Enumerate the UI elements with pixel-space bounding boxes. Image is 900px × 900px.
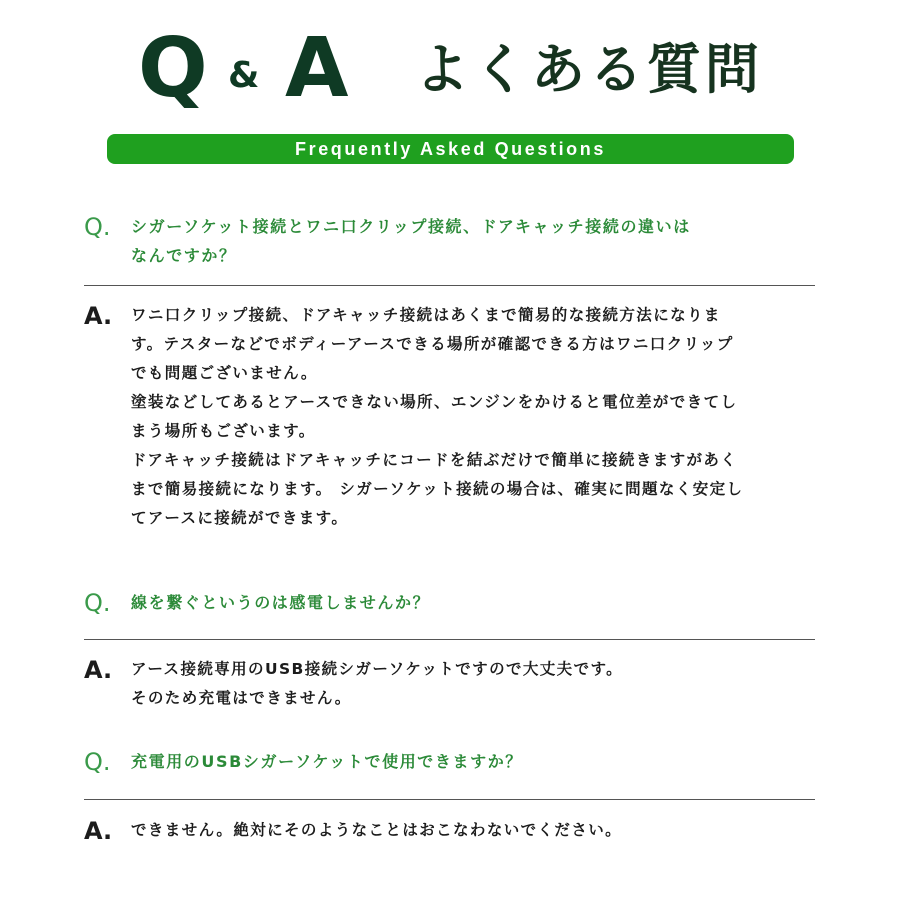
divider [84,799,815,800]
divider [84,285,815,286]
faq-item-3 [84,747,814,776]
answer-row [84,301,814,533]
answer-text: アース接続専用のUSB接続シガーソケットですので大丈夫です。 そのため充電はできません。 [131,660,624,707]
answer-text: できません。絶対にそのようなことはおこなわないでください。 [131,821,623,839]
question-text: シガーソケット接続とワニ口クリップ接続、ドアキャッチ接続の違いは なんですか？ [131,217,691,265]
answer-text: ワニ口クリップ接続、ドアキャッチ接続はあくまで簡易的な接続方法になりま す。テスターなどでボディーアースできる場所が確認できる方はワニ口クリップ でも問題ございません。 塗装などしてあるとアースできない場所、エンジンをかけると電位差ができてし まう場所もございます。 ドアキャッチ接続はドアキャッチにコードを結ぶだけで簡単に接続きますがあく まで簡易接続になります。 シガーソケット接続の場合は、確実に問題なく安定し てアースに接続ができます。 [131,306,744,527]
question-text: 充電用のUSBシガーソケットで使用できますか？ [131,752,523,771]
divider [84,639,815,640]
faq-banner: Frequently Asked Questions [107,134,794,164]
question-mark: Q. [84,213,111,241]
logo-a: A [285,21,349,116]
question-row [84,747,814,776]
question-row [84,588,814,617]
faq-item-2 [84,588,814,617]
page-title: よくある質問 [415,38,763,101]
page-header [0,0,900,130]
faq-answer-3 [84,816,814,845]
logo-q: Q [138,21,208,116]
logo-ampersand: & [228,55,260,96]
answer-mark: A. [84,656,113,684]
question-text: 線を繋ぐというのは感電しませんか？ [131,593,431,612]
faq-item-1 [84,212,814,270]
faq-answer-1 [84,301,814,533]
answer-mark: A. [84,817,113,845]
answer-mark: A. [84,302,113,330]
question-mark: Q. [84,748,111,776]
faq-answer-2 [84,655,814,713]
answer-row [84,816,814,845]
question-row [84,212,814,270]
answer-row [84,655,814,713]
question-mark: Q. [84,589,111,617]
